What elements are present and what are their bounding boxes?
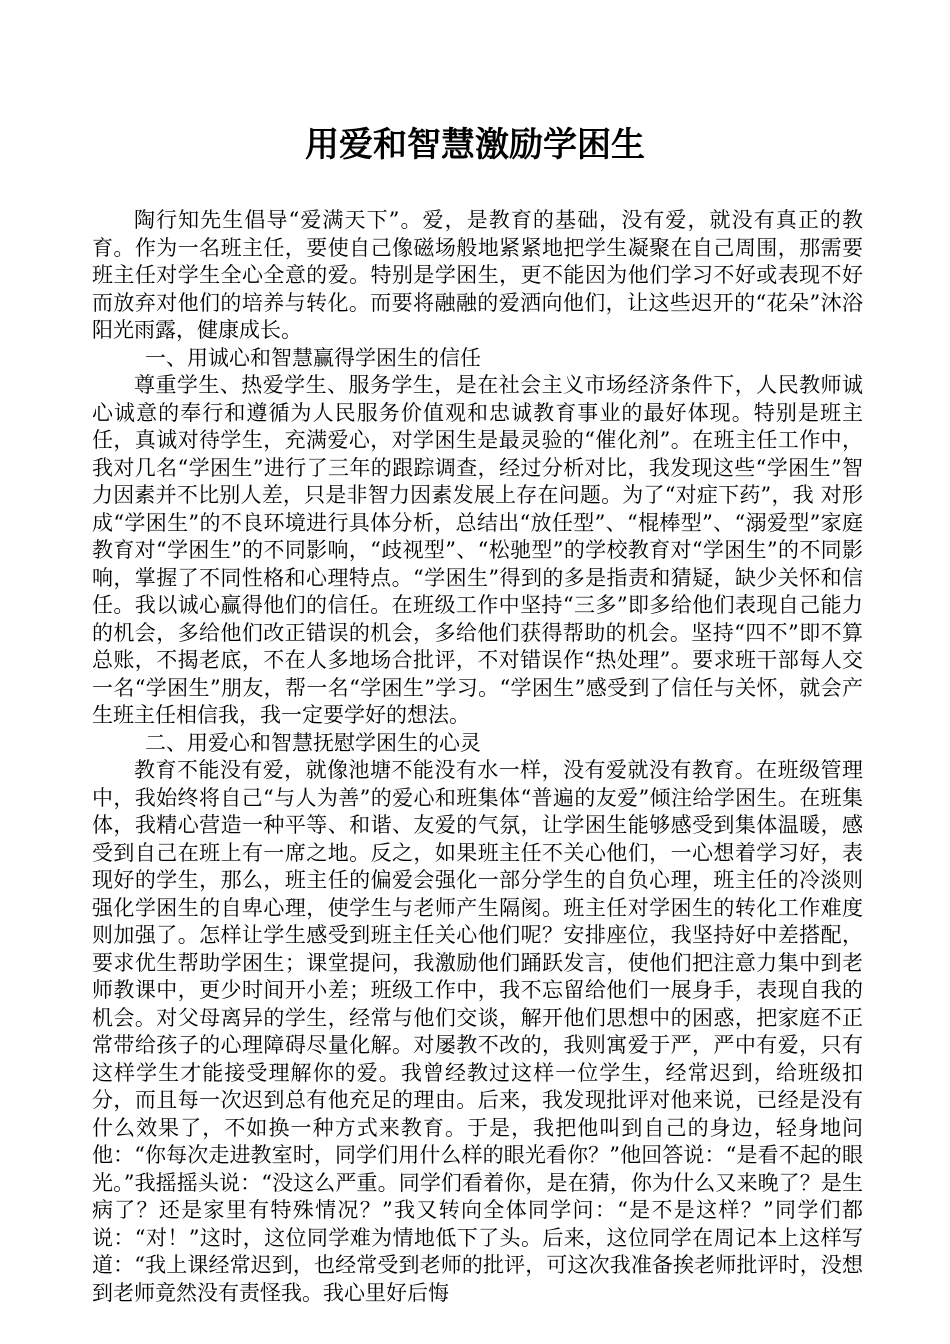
document-body bbox=[92, 207, 863, 1307]
intro-paragraph: 陶行知先生倡导“爱满天下”。爱，是教育的基础，没有爱，就没有真正的教育。作为一名班主任，要使自己像磁场般地紧紧地把学生凝聚在自己周围，那需要班主任对学生全心全意的爱。特别是学困生，更不能因为他们学习不好或表现不好而放弃对他们的培养与转化。而要将融融的爱洒向他们，让这些迟开的“花朵”沐浴阳光雨露，健康成长。 bbox=[92, 208, 863, 342]
section-1-paragraph: 尊重学生、热爱学生、服务学生，是在社会主义市场经济条件下，人民教师诚心诚意的奉行和遵循为人民服务价值观和忠诚教育事业的最好体现。特别是班主任，真诚对待学生，充满爱心，对学困生是最灵验的“催化剂”。在班主任工作中，我对几名“学困生”进行了三年的跟踪调查，经过分析对比，我发现这些“学困生”智力因素并不比别人差，只是非智力因素发展上存在问题。为了“对症下药”，我 对形成“学困生”的不良环境进行具体分析，总结出“放任型”、“棍棒型”、“溺爱型”家庭教育对“学困生”的不同影响，“歧视型”、“松驰型”的学校教育对“学困生”的不同影响，掌握了不同性格和心理特点。“学困生”得到的多是指责和猜疑，缺少关怀和信任。我以诚心赢得他们的信任。在班级工作中坚持“三多”即多给他们表现自己能力的机会，多给他们改正错误的机会，多给他们获得帮助的机会。坚持“四不”即不算总账，不揭老底，不在人多地场合批评，不对错误作“热处理”。要求班干部每人交一名“学困生”朋友，帮一名“学困生”学习。“学困生”感受到了信任与关怀，就会产生班主任相信我，我一定要学好的想法。 bbox=[92, 373, 863, 727]
section-heading-2: 二、用爱心和智慧抚慰学困生的心灵 bbox=[145, 730, 481, 755]
section-2-paragraph: 教育不能没有爱，就像池塘不能没有水一样，没有爱就没有教育。在班级管理中，我始终将自己“与人为善”的爱心和班集体“普遍的友爱”倾注给学困生。在班集体，我精心营造一种平等、和谐、友爱的气氛，让学困生能够感受到集体温暖，感受到自己在班上有一席之地。反之，如果班主任不关心他们，一心想着学习好，表现好的学生，那么，班主任的偏爱会强化一部分学生的自负心理，班主任的冷淡则强化学困生的自卑心理，使学生与老师产生隔阂。班主任对学困生的转化工作难度则加强了。怎样让学生感受到班主任关心他们呢？安排座位，我坚持好中差搭配，要求优生帮助学困生；课堂提问，我激励他们踊跃发言，使他们把注意力集中到老师教课中，更少时间开小差；班级工作中，我不忘留给他们一展身手，表现自我的机会。对父母离异的学生，经常与他们交谈，解开他们思想中的困惑，把家庭不正常带给孩子的心理障碍尽量化解。对屡教不改的，我则寓爱于严，严中有爱，只有这样学生才能接受理解你的爱。我曾经教过这样一位学生，经常迟到，给班级扣分，而且每一次迟到总有他充足的理由。后来，我发现批评对他来说，已经是没有什么效果了，不如换一种方式来教育。于是，我把他叫到自己的身边，轻身地问他：“你每次走进教室时，同学们用什么样的眼光看你？”他回答说：“是看不起的眼光。”我摇摇头说：“没这么严重。同学们看着你，是在猜，你为什么又来晚了？是生病了？还是家里有特殊情况？”我又转向全体同学问：“是不是这样？”同学们都说：“对！”这时，这位同学难为情地低下了头。后来，这位同学在周记本上这样写道：“我上课经常迟到，也经常受到老师的批评，可这次我准备挨老师批评时，没想到老师竟然没有责怪我。我心里好后悔 bbox=[92, 758, 863, 1305]
document-title: 用爱和智慧激励学困生 bbox=[305, 125, 645, 165]
section-heading-1: 一、用诚心和智慧赢得学困生的信任 bbox=[145, 345, 481, 370]
